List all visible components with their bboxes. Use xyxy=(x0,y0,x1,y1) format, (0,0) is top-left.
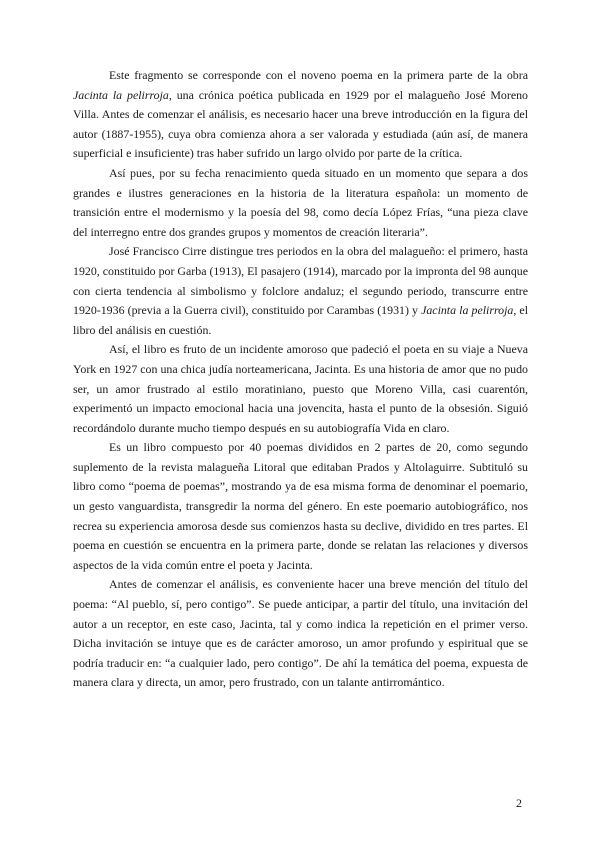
page-number: 2 xyxy=(516,796,522,810)
paragraph-text: Así pues, por su fecha renacimiento queda situado en un momento que separa a dos grandes e ilustres generaciones en la historia de la literatura española: un momento de transición entre el modernismo y la poesía del 98, como decía López Frías, “una pieza clave del interregno entre dos grandes grupos y momentos de creación literaria”. xyxy=(73,165,528,239)
body-paragraph xyxy=(73,242,528,340)
paragraph-text: Es un libro compuesto por 40 poemas divididos en 2 partes de 20, como segundo suplemento de la revista malagueña Litoral que editaban Prados y Altolaguirre. Subtituló su libro como “poema de poemas”, mostrando ya de esa misma forma de denominar el poemario, un gesto vanguardista, transgredir la norma del género. En este poemario autobiográfico, nos recrea su experiencia amorosa desde sus comienzos hasta su declive, dividido en tres partes. El poema en cuestión se encuentra en la primera parte, donde se relatan las relaciones y diversos aspectos de la vida común entre el poeta y Jacinta. xyxy=(73,440,528,572)
paragraph-text: José Francisco Cirre distingue tres periodos en la obra del malagueño: el primero, hasta 1920, constituido por Garba (1913), El pasajero (1914), marcado por la impronta del 98 aunque con cierta tendencia al simbolismo y folclore andaluz; el segundo periodo, transcurre entre 1920-1936 (previa a la Guerra civil), constituido por Carambas (1931) y xyxy=(73,244,528,318)
paragraph-text: , el libro del análisis en cuestión. xyxy=(73,303,528,337)
body-paragraph xyxy=(73,66,528,164)
body-paragraph xyxy=(73,575,528,693)
paragraph-text: Así, el libro es fruto de un incidente amoroso que padeció el poeta en su viaje a Nueva York en 1927 con una chica judía norteamericana, Jacinta. Es una historia de amor que no pudo ser, un amor frustrado al estilo moratiniano, puesto que Moreno Villa, casi cuarentón, experimentó un impacto emocional hacia una jovencita, hasta el punto de la obsesión. Siguió recordándolo durante mucho tiempo después en su autobiografía Vida en claro. xyxy=(73,342,528,435)
document-body xyxy=(73,66,528,693)
body-paragraph xyxy=(73,164,528,242)
italic-title-text: Jacinta la pelirroja xyxy=(421,303,514,318)
body-paragraph xyxy=(73,340,528,438)
italic-title-text: Jacinta la pelirroja xyxy=(73,87,169,102)
paragraph-text: Este fragmento se corresponde con el noveno poema en la primera parte de la obra xyxy=(109,68,528,82)
body-paragraph xyxy=(73,438,528,575)
paragraph-text: Antes de comenzar el análisis, es conveniente hacer una breve mención del título del poema: “Al pueblo, sí, pero contigo”. Se puede anticipar, a partir del título, una invitación del autor a un receptor, en este caso, Jacinta, tal y como indica la repetición en el primer verso. Dicha invitación se intuye que es de carácter amoroso, un amor profundo y espiritual que se podría traducir en: “a cualquier lado, pero contigo”. De ahí la temática del poema, expuesta de manera clara y directa, un amor, pero frustrado, con un talante antirromántico. xyxy=(73,577,528,690)
paragraph-text: , una crónica poética publicada en 1929 por el malagueño José Moreno Villa. Antes de comenzar el análisis, es necesario hacer una breve introducción en la figura del autor (1887-1955), cuya obra comienza ahora a ser valorada y estudiada (aún así, de manera superficial e insuficiente) tras haber sufrido un largo olvido por parte de la crítica. xyxy=(73,87,528,161)
